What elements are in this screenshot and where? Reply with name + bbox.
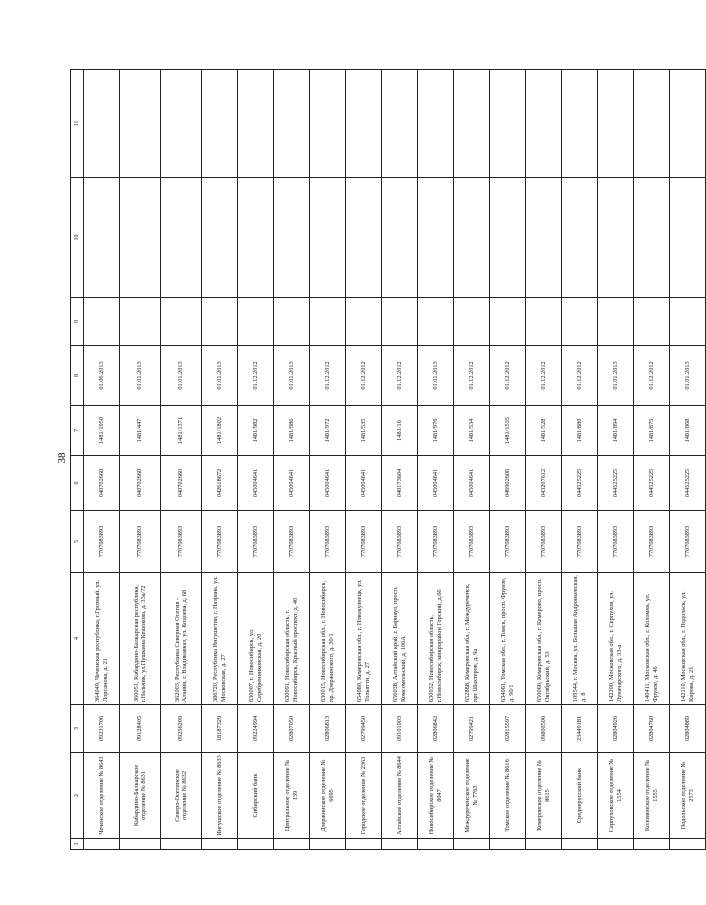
- branch-name-cell: Городское отделение № 2363: [346, 753, 382, 839]
- table-row: [84, 70, 120, 850]
- empty-cell: [634, 70, 670, 178]
- code-cell: 02815597: [490, 705, 526, 753]
- kpp-cell: 042618672: [202, 456, 238, 511]
- empty-cell: [274, 70, 310, 178]
- table-row: [238, 70, 274, 850]
- table-row: [202, 70, 238, 850]
- column-header: 1: [71, 839, 84, 850]
- branch-name-cell: Дзержинское отделение № 6695: [310, 753, 346, 839]
- empty-cell: [202, 70, 238, 178]
- table-row: [454, 70, 490, 850]
- inn-cell: 7707083893: [526, 511, 562, 573]
- empty-cell: [310, 298, 346, 346]
- cell-index: [418, 839, 454, 850]
- table-row: [120, 70, 161, 850]
- branch-name-cell: Новосибирское отделение № 8047: [418, 753, 454, 839]
- empty-cell: [526, 178, 562, 298]
- empty-cell: [526, 298, 562, 346]
- table-row: [526, 70, 562, 850]
- inn-cell: 7707083893: [238, 511, 274, 573]
- table-row: [382, 70, 418, 850]
- branch-name-cell: Чеченское отделение № 8643: [84, 753, 120, 839]
- code-cell: 09231706: [84, 705, 120, 753]
- empty-cell: [382, 298, 418, 346]
- reg-number-cell: 1481/1950: [84, 406, 120, 456]
- empty-cell: [346, 298, 382, 346]
- cell-index: [382, 839, 418, 850]
- empty-cell: [598, 70, 634, 178]
- code-cell: 02807050: [274, 705, 310, 753]
- inn-cell: 7707083893: [598, 511, 634, 573]
- reg-number-cell: 1481/894: [598, 406, 634, 456]
- cell-index: [490, 839, 526, 850]
- date-cell: 01.12.2012: [454, 346, 490, 406]
- inn-cell: 7707083893: [490, 511, 526, 573]
- empty-cell: [634, 298, 670, 346]
- code-cell: 09128405: [120, 705, 161, 753]
- kpp-cell: 040702660: [161, 456, 202, 511]
- kpp-cell: 043207612: [526, 456, 562, 511]
- cell-index: [238, 839, 274, 850]
- kpp-cell: 046902606: [490, 456, 526, 511]
- branch-name-cell: Центральное отделение № 139: [274, 753, 310, 839]
- table-row: [562, 70, 598, 850]
- empty-cell: [454, 178, 490, 298]
- inn-cell: 7707083893: [418, 511, 454, 573]
- empty-cell: [418, 178, 454, 298]
- empty-cell: [346, 178, 382, 298]
- column-header: 10: [71, 178, 84, 298]
- branch-name-cell: Томское отделение № 8616: [490, 753, 526, 839]
- empty-cell: [454, 70, 490, 178]
- empty-cell: [274, 178, 310, 298]
- empty-cell: [598, 298, 634, 346]
- kpp-cell: 045004641: [418, 456, 454, 511]
- empty-cell: [202, 178, 238, 298]
- reg-number-cell: 1481/534: [454, 406, 490, 456]
- empty-cell: [670, 70, 706, 178]
- inn-cell: 7707083893: [202, 511, 238, 573]
- kpp-cell: 045004641: [310, 456, 346, 511]
- cell-index: [346, 839, 382, 850]
- reg-number-cell: 1481/880: [562, 406, 598, 456]
- date-cell: 01.06.2013: [84, 346, 120, 406]
- address-cell: 654080, Кемеровская обл., г. Новокузнецк, ул. Тольятти, д. 27: [346, 573, 382, 705]
- branch-name-cell: Междуреченское отделение № 7763: [454, 753, 490, 839]
- empty-cell: [490, 298, 526, 346]
- branch-name-cell: Северо-Осетинское отделение № 8632: [161, 753, 202, 839]
- kpp-cell: 040702660: [120, 456, 161, 511]
- reg-number-cell: 1481/528: [526, 406, 562, 456]
- empty-cell: [490, 70, 526, 178]
- cell-index: [84, 839, 120, 850]
- reg-number-cell: 1481/1371: [161, 406, 202, 456]
- empty-cell: [490, 178, 526, 298]
- address-cell: 142110, Московская обл., г. Подольск, ул. Кирова, д. 21: [670, 573, 706, 705]
- empty-cell: [120, 298, 161, 346]
- inn-cell: 7707083893: [84, 511, 120, 573]
- code-cell: 02804760: [634, 705, 670, 753]
- empty-cell: [120, 178, 161, 298]
- empty-cell: [598, 178, 634, 298]
- cell-index: [202, 839, 238, 850]
- address-cell: 109544, г. Москва, ул. Большая Андроньевская, д. 8: [562, 573, 598, 705]
- empty-cell: [161, 70, 202, 178]
- code-cell: 02806813: [310, 705, 346, 753]
- table-row: [161, 70, 202, 850]
- date-cell: 01.12.2012: [634, 346, 670, 406]
- empty-cell: [202, 298, 238, 346]
- date-cell: 01.12.2012: [238, 346, 274, 406]
- address-cell: 360051, Кабардино-Балкарская республика, г.Нальчик, ул.Пушкина/Кешокова, д. 33а/72: [120, 573, 161, 705]
- address-cell: 630032, Новосибирская область, г.Новосибирск, микрорайон Горский, д.66: [418, 573, 454, 705]
- table-row: [490, 70, 526, 850]
- date-cell: 01.01.2013: [670, 346, 706, 406]
- date-cell: 01.01.2013: [418, 346, 454, 406]
- reg-number-cell: 1481/447: [120, 406, 161, 456]
- rotated-table-container: [70, 70, 695, 850]
- cell-index: [634, 839, 670, 850]
- inn-cell: 7707083893: [634, 511, 670, 573]
- column-header: 2: [71, 753, 84, 839]
- inn-cell: 7707083893: [120, 511, 161, 573]
- cell-index: [526, 839, 562, 850]
- kpp-cell: 045004641: [346, 456, 382, 511]
- empty-cell: [562, 178, 598, 298]
- cell-index: [161, 839, 202, 850]
- branch-name-cell: Кабардино-Балкарское отделение № 8631: [120, 753, 161, 839]
- address-cell: 634061, Томская обл., г. Томск, просп. Фрунзе, д. 90/1: [490, 573, 526, 705]
- inn-cell: 7707083893: [382, 511, 418, 573]
- empty-cell: [161, 178, 202, 298]
- address-cell: 362003, Республика Северная Осетия - Алания, г. Владикавказ, ул. Коцоева, д. 68: [161, 573, 202, 705]
- cell-index: [310, 839, 346, 850]
- code-cell: 02804926: [598, 705, 634, 753]
- document-sheet: [70, 70, 695, 850]
- code-cell: 18187329: [202, 705, 238, 753]
- bank-branches-table: [70, 69, 706, 850]
- empty-cell: [346, 70, 382, 178]
- empty-cell: [84, 298, 120, 346]
- empty-cell: [418, 298, 454, 346]
- cell-index: [562, 839, 598, 850]
- column-header: 11: [71, 70, 84, 178]
- address-cell: 140411, Московская обл., г. Коломна, ул. Фрунзе, д. 46: [634, 573, 670, 705]
- empty-cell: [310, 70, 346, 178]
- address-cell: 630091, Новосибирская область, г. Новосибирск, Красный проспект, д. 46: [274, 573, 310, 705]
- date-cell: 01.01.2013: [274, 346, 310, 406]
- branch-name-cell: Алтайское отделение № 8644: [382, 753, 418, 839]
- inn-cell: 7707083893: [346, 511, 382, 573]
- cell-index: [274, 839, 310, 850]
- code-cell: 09224994: [238, 705, 274, 753]
- empty-cell: [670, 178, 706, 298]
- empty-cell: [238, 298, 274, 346]
- cell-index: [120, 839, 161, 850]
- reg-number-cell: 1481/1802: [202, 406, 238, 456]
- date-cell: 01.12.2012: [382, 346, 418, 406]
- date-cell: 01.12.2012: [562, 346, 598, 406]
- empty-cell: [562, 70, 598, 178]
- date-cell: 01.01.2013: [120, 346, 161, 406]
- inn-cell: 7707083893: [454, 511, 490, 573]
- table-row: [670, 70, 706, 850]
- address-cell: 630015, Новосибирская обл., г. Новосибирск, пр. Дзержинского, д. 30/1: [310, 573, 346, 705]
- cell-index: [670, 839, 706, 850]
- inn-cell: 7707083893: [562, 511, 598, 573]
- reg-number-cell: 1481/972: [310, 406, 346, 456]
- empty-cell: [84, 178, 120, 298]
- empty-cell: [526, 70, 562, 178]
- date-cell: 01.12.2012: [526, 346, 562, 406]
- address-cell: 142200, Московская обл., г. Серпухов, ул. Луначарского, д. 33-а: [598, 573, 634, 705]
- column-header: 3: [71, 705, 84, 753]
- table-row: [634, 70, 670, 850]
- code-cell: 02804889: [670, 705, 706, 753]
- empty-cell: [120, 70, 161, 178]
- empty-cell: [238, 178, 274, 298]
- date-cell: 01.12.2012: [346, 346, 382, 406]
- column-header: 5: [71, 511, 84, 573]
- column-header: 8: [71, 346, 84, 406]
- kpp-cell: 040173604: [382, 456, 418, 511]
- column-header: 4: [71, 573, 84, 705]
- inn-cell: 7707083893: [670, 511, 706, 573]
- reg-number-cell: 1481/535: [346, 406, 382, 456]
- code-cell: 02799421: [454, 705, 490, 753]
- empty-cell: [310, 178, 346, 298]
- empty-cell: [161, 298, 202, 346]
- empty-cell: [670, 298, 706, 346]
- empty-cell: [238, 70, 274, 178]
- address-cell: 650066, Кемеровская обл., г. Кемерово, просп. Октябрьский, д. 53: [526, 573, 562, 705]
- date-cell: 01.01.2013: [161, 346, 202, 406]
- address-cell: 630007, г. Новосибирск, ул. Серебренниковская, д. 20: [238, 573, 274, 705]
- branch-name-cell: Подольское отделение № 2573: [670, 753, 706, 839]
- address-cell: 364049, Чеченская республика, г.Грозный, ул. Лорсанова, д. 21: [84, 573, 120, 705]
- empty-cell: [634, 178, 670, 298]
- kpp-cell: 044525225: [598, 456, 634, 511]
- table-row: [274, 70, 310, 850]
- empty-cell: [418, 70, 454, 178]
- date-cell: 01.12.2012: [490, 346, 526, 406]
- reg-number-cell: 1481/1535: [490, 406, 526, 456]
- date-cell: 01.12.2012: [310, 346, 346, 406]
- date-cell: 01.01.2013: [598, 346, 634, 406]
- table-row: [418, 70, 454, 850]
- cell-index: [598, 839, 634, 850]
- column-header: 7: [71, 406, 84, 456]
- kpp-cell: 044525225: [634, 456, 670, 511]
- column-header: 6: [71, 456, 84, 511]
- code-cell: 09800506: [526, 705, 562, 753]
- kpp-cell: 044525225: [562, 456, 598, 511]
- column-number-row: [71, 70, 84, 850]
- branch-name-cell: Коломенское отделение № 1555: [634, 753, 670, 839]
- kpp-cell: 045004641: [274, 456, 310, 511]
- empty-cell: [562, 298, 598, 346]
- branch-name-cell: Серпуховское отделение № 1554: [598, 753, 634, 839]
- inn-cell: 7707083893: [161, 511, 202, 573]
- date-cell: 01.01.2013: [202, 346, 238, 406]
- address-cell: 652888, Кемеровская обл., г. Междуреченск, прт Шахтеров, д. 9а: [454, 573, 490, 705]
- table-row: [346, 70, 382, 850]
- empty-cell: [382, 70, 418, 178]
- table-row: [310, 70, 346, 850]
- reg-number-cell: 1481/982: [238, 406, 274, 456]
- column-header: 9: [71, 298, 84, 346]
- kpp-cell: 045004641: [454, 456, 490, 511]
- reg-number-cell: 1481/868: [670, 406, 706, 456]
- empty-cell: [84, 70, 120, 178]
- reg-number-cell: 1481/875: [634, 406, 670, 456]
- address-cell: 656038, Алтайский край, г. Барнаул, просп. Комсомольский, д. 106А: [382, 573, 418, 705]
- address-cell: 386720, Республика Ингушетия, г. Назрань, ул. Московская, д. 27: [202, 573, 238, 705]
- kpp-cell: 045004641: [238, 456, 274, 511]
- table-row: [598, 70, 634, 850]
- branch-name-cell: Ингушское отделение № 8633: [202, 753, 238, 839]
- branch-name-cell: Среднерусский банк: [562, 753, 598, 839]
- kpp-cell: 044525225: [670, 456, 706, 511]
- empty-cell: [454, 298, 490, 346]
- kpp-cell: 040702660: [84, 456, 120, 511]
- branch-name-cell: Сибирский банк: [238, 753, 274, 839]
- page-number: 38: [56, 452, 68, 464]
- empty-cell: [382, 178, 418, 298]
- code-cell: 02799450: [346, 705, 382, 753]
- branch-name-cell: Кемеровское отделение № 8615: [526, 753, 562, 839]
- reg-number-cell: 1481/986: [274, 406, 310, 456]
- code-cell: 09101903: [382, 705, 418, 753]
- code-cell: 09256209: [161, 705, 202, 753]
- code-cell: 02806842: [418, 705, 454, 753]
- reg-number-cell: 1481/16: [382, 406, 418, 456]
- cell-index: [454, 839, 490, 850]
- inn-cell: 7707083893: [274, 511, 310, 573]
- reg-number-cell: 1481/976: [418, 406, 454, 456]
- empty-cell: [274, 298, 310, 346]
- inn-cell: 7707083893: [310, 511, 346, 573]
- code-cell: 23449181: [562, 705, 598, 753]
